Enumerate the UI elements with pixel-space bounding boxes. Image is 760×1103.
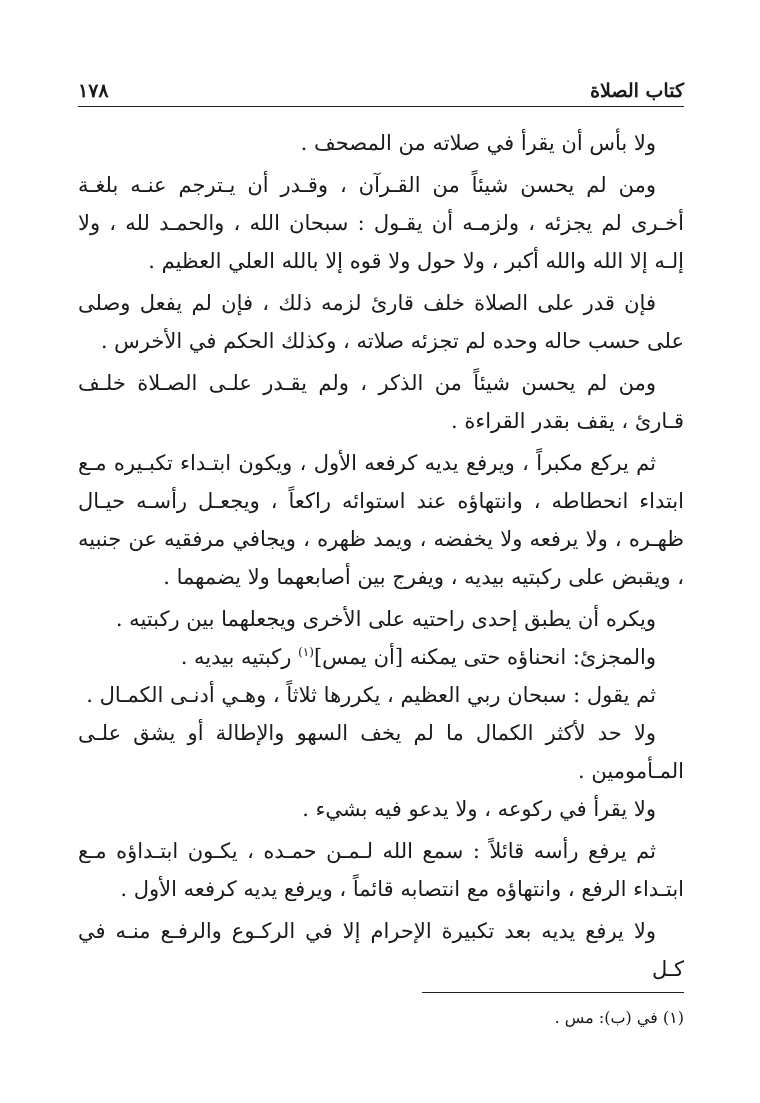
- paragraph: ولا يرفع يديه بعد تكبيرة الإحرام إلا في الركـوع والرفـع منـه في كـل: [78, 919, 684, 981]
- paragraph: ومن لم يحسن شيئاً من القـرآن ، وقـدر أن يـترجم عنـه بلغـة أخـرى لم يجزئه ، ولزمـه أن يقـول : سبحان الله ، والحمـد لله ، ولا إلـه إلا الله والله أكبر ، ولا حول ولا قوه إلا بالله العلي العظيم .: [78, 173, 684, 273]
- paragraph: ولا حد لأكثر الكمال ما لم يخف السهو والإطالة أو يشق علـى المـأمومين .: [78, 721, 684, 783]
- page-number: ١٧٨: [78, 80, 109, 102]
- paragraph: ولا يقرأ في ركوعه ، ولا يدعو فيه بشيء .: [302, 797, 656, 821]
- header-rule: [78, 106, 684, 107]
- paragraph: ولا بأس أن يقرأ في صلاته من المصحف .: [300, 131, 656, 155]
- body-text: [78, 124, 684, 992]
- book-title: كتاب الصلاة: [590, 80, 684, 102]
- paragraph: ويكره أن يطبق إحدى راحتيه على الأخرى ويجعلهما بين ركبتيه .: [115, 607, 656, 631]
- paragraph: ثم يرفع رأسه قائلاً : سمع الله لـمـن حمـده ، يكـون ابتـداؤه مـع ابتـداء الرفع ، وانتهاؤه مع انتصابه قائماً ، ويرفع يديه كرفعه الأول .: [78, 839, 684, 901]
- paragraph-text: ركبتيه بيديه .: [180, 645, 299, 669]
- footnote: (١) في (ب): مس .: [554, 1008, 684, 1027]
- paragraph: ثم يركع مكبراً ، ويرفع يديه كرفعه الأول ، ويكون ابتـداء تكبـيره مـع ابتداء انحطاطه ، وانتهاؤه عند استوائه راكعاً ، ويجعـل رأسـه حيـال ظهـره ، ولا يرفعه ولا يخفضه ، ويمد ظهره ، ويجافي مرفقيه عن جنبيه ، ويقبض على ركبتيه بيديه ، ويفرج بين أصابعهما ولا يضمهما .: [78, 451, 684, 589]
- footnote-rule: [422, 992, 684, 993]
- paragraph: فإن قدر على الصلاة خلف قارئ لزمه ذلك ، فإن لم يفعل وصلى على حسب حاله وحده لم تجزئه صلاته ، وكذلك الحكم في الأخرس .: [78, 291, 684, 353]
- footnote-marker: (١): [298, 645, 314, 659]
- paragraph: ومن لم يحسن شيئاً من الذكر ، ولم يقـدر علـى الصـلاة خلـف قـارئ ، يقف بقدر القراءة .: [78, 371, 684, 433]
- running-header: [78, 72, 684, 102]
- paragraph-with-footnote: [78, 638, 684, 676]
- paragraph: ثم يقول : سبحان ربي العظيم ، يكررها ثلاثاً ، وهـي أدنـى الكمـال .: [86, 683, 656, 707]
- paragraph-text: والمجزئ: انحناؤه حتى يمكنه [أن يمس]: [313, 645, 656, 669]
